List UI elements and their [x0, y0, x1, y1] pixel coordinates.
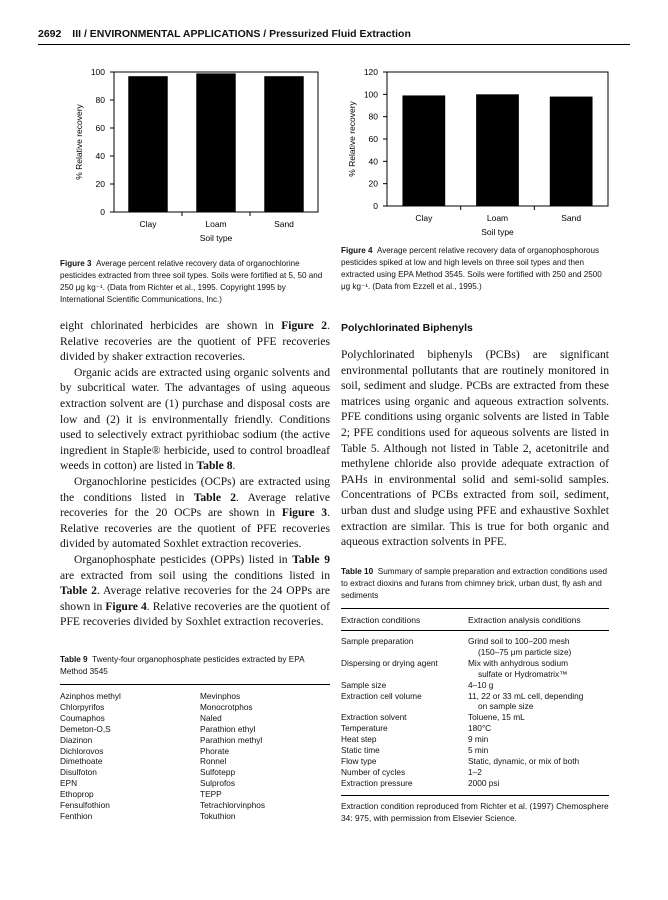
table-9-column-2 — [200, 691, 265, 822]
x-tick-label: Clay — [139, 219, 157, 229]
table-cell — [341, 701, 468, 712]
table-cell — [341, 647, 468, 658]
table-cell: (150–75 μm particle size) — [478, 646, 572, 657]
figure-3-caption — [60, 258, 330, 306]
table-row — [341, 778, 609, 789]
table-cell: Static, dynamic, or mix of both — [468, 755, 580, 766]
paragraph: Polychlorinated biphenyls (PCBs) are significant environmental pollutants that are routinely monitored in soil, sediment and sludge. PCBs are extracted from these matrices using organic and aqueous extraction solvents. PFE conditions using organic solvents are listed in Table 2; PFE conditions used for aqueous solvents are listed in Table 5. Although not listed in Table 2, acetonitrile and methylene chloride also provide adequate extraction of PAHs in environmental solid and semi-solid samples. Concentrations of PCBs extracted from soil, sediment, urban dust and sludge using PFE and exhaustive Soxhlet extraction are similar. This is true for both organic and aqueous extraction solvents in PFE. — [341, 348, 609, 549]
table-row — [341, 669, 609, 680]
table-cell: 4–10 g — [468, 679, 494, 690]
bar — [196, 73, 235, 212]
table-9-cell: Phorate — [200, 745, 230, 756]
table-cell — [341, 669, 468, 680]
table-cell: Dispersing or drying agent — [341, 657, 438, 668]
table-cell: Temperature — [341, 723, 388, 734]
table-9-cell: Sulfotepp — [200, 767, 236, 778]
y-tick-label: 80 — [95, 95, 105, 105]
table-9-cell: Disulfoton — [60, 767, 97, 778]
table-10-header: Extraction analysis conditions — [468, 615, 581, 625]
table-9-cell: Parathion ethyl — [200, 723, 256, 734]
left-column-text — [60, 318, 330, 630]
table-cell: 5 min — [468, 745, 489, 756]
y-tick-label: 120 — [363, 67, 378, 77]
table-9-cell: Fenthion — [60, 810, 93, 821]
table-9-cell: Naled — [200, 712, 222, 723]
y-tick-label: 40 — [368, 156, 378, 167]
table-row — [341, 658, 609, 669]
table-cell: Toluene, 15 mL — [468, 712, 525, 723]
table-9-cell: Ethoprop — [60, 789, 94, 800]
table-cell: Extraction pressure — [341, 777, 413, 788]
bar — [476, 94, 519, 206]
figure-4-caption — [341, 245, 611, 293]
y-tick-label: 40 — [95, 151, 105, 161]
table-10-body — [341, 631, 609, 789]
table-cell: Static time — [341, 745, 380, 756]
y-axis-label: % Relative recovery — [74, 104, 84, 180]
table-9-cell: Dichlorovos — [60, 745, 104, 756]
table-9-cell: Demeton-O,S — [60, 723, 111, 734]
bar — [264, 76, 303, 212]
x-tick-label: Loam — [205, 219, 227, 229]
y-tick-label: 0 — [100, 207, 105, 217]
table-9-cell: Diazinon — [60, 734, 93, 745]
table-row — [341, 701, 609, 712]
x-tick-label: Clay — [415, 213, 433, 223]
right-column-text — [341, 347, 609, 550]
table-9 — [60, 654, 330, 822]
x-tick-label: Loam — [486, 213, 509, 223]
table-9-cell: Tetrachlorvinphos — [200, 800, 266, 811]
table-cell: Number of cycles — [341, 766, 406, 777]
table-cell: Extraction solvent — [341, 712, 407, 723]
table-9-cell: Azinphos methyl — [60, 691, 121, 701]
table-cell: 11, 22 or 33 mL cell, depending — [468, 690, 584, 701]
table-cell: Sample size — [341, 679, 387, 690]
table-9-cell: Dimethoate — [60, 756, 103, 767]
paragraph: Organophosphate pesticides (OPPs) listed in Table 9 are extracted from soil using the conditions listed in Table 2. Average relative recoveries for the 24 OPPs are shown in Figure 4. Relative recoveries are the quotient of PFE recoveries divided by Soxhlet extraction recoveries. — [60, 552, 331, 629]
table-cell: Extraction cell volume — [341, 690, 422, 701]
table-9-cell: Sulprofos — [200, 778, 236, 789]
table-cell: sulfate or Hydromatrix™ — [478, 668, 568, 679]
table-row — [341, 745, 609, 756]
table-cell: on sample size — [478, 701, 534, 712]
y-tick-label: 100 — [363, 89, 378, 100]
section-title: III / ENVIRONMENTAL APPLICATIONS / Pressurized Fluid Extraction — [72, 28, 411, 40]
table-10 — [341, 566, 609, 824]
table-9-cell: Parathion methyl — [200, 734, 263, 745]
table-row — [341, 680, 609, 691]
figure-4-label: Figure 4 — [341, 246, 373, 255]
table-9-cell: Ronnel — [200, 756, 227, 767]
table-row — [341, 756, 609, 767]
y-tick-label: 60 — [368, 134, 378, 144]
x-tick-label: Sand — [561, 213, 582, 223]
table-row — [341, 636, 609, 647]
y-tick-label: 80 — [368, 111, 378, 122]
table-row — [341, 734, 609, 745]
y-tick-label: 20 — [368, 178, 378, 189]
section-heading: Polychlorinated Biphenyls — [341, 322, 473, 334]
table-cell: Sample preparation — [341, 636, 414, 646]
table-cell: 2000 psi — [468, 777, 500, 788]
table-cell: Grind soil to 100–200 mesh — [468, 636, 570, 646]
running-header — [38, 28, 630, 40]
paragraph: eight chlorinated herbicides are shown in Figure 2. Relative recoveries are the quotient of PFE recoveries divided by shaker extraction recoveries. — [60, 319, 330, 364]
table-10-footnote: Extraction condition reproduced from Richter et al. (1997) Chemosphere 34: 975, with permission from Elsevier Science. — [341, 800, 609, 823]
x-tick-label: Sand — [274, 219, 294, 229]
figure-4-chart — [330, 60, 630, 250]
x-axis-label: Soil type — [481, 227, 514, 237]
y-tick-label: 100 — [90, 67, 105, 77]
figure-4-text: Average percent relative recovery data of organophosphorous pesticides spiked at low and high levels on three soil types and then extracted using EPA Method 3545. Soils were fortified with 250 and 2500 μg kg⁻¹. (Data from Ezzell et al., 1995.) — [341, 246, 602, 291]
table-cell: Heat step — [341, 734, 377, 745]
y-tick-label: 60 — [95, 123, 105, 133]
bar — [550, 97, 593, 206]
table-9-cell: Chlorpyrifos — [60, 701, 105, 712]
x-axis-label: Soil type — [199, 233, 233, 243]
bar — [402, 95, 445, 206]
table-row — [341, 647, 609, 658]
header-rule — [38, 44, 630, 45]
table-9-cell: Coumaphos — [60, 712, 105, 723]
figure-3-chart — [30, 60, 330, 250]
table-9-cell: Monocrotphos — [200, 701, 253, 712]
table-9-cell: EPN — [60, 778, 78, 789]
table-9-cell: TEPP — [200, 789, 222, 800]
table-9-cell: Fensulfothion — [60, 800, 110, 811]
table-row — [341, 691, 609, 702]
paragraph: Organochlorine pesticides (OCPs) are extracted using the conditions listed in Table 2. Average relative recoveries for the 20 OCPs are shown in Figure 3. Relative recoveries are the quotient of PFE recoveries divided by automated Soxhlet extraction recoveries. — [60, 474, 331, 551]
table-row — [341, 767, 609, 778]
page-number: 2692 — [38, 28, 62, 40]
table-cell: 9 min — [468, 734, 489, 745]
table-9-column-1 — [60, 691, 200, 822]
table-10-header: Extraction conditions — [341, 615, 421, 625]
table-9-cell: Tokuthion — [200, 810, 236, 821]
table-cell: 1–2 — [468, 766, 482, 777]
table-cell: 180°C — [468, 723, 492, 734]
table-9-cell: Mevinphos — [200, 691, 241, 701]
figure-3-text: Average percent relative recovery data of organochlorine pesticides extracted from three soil types. Soils were fortified at 5, 50 and 250 μg kg⁻¹. (Data from Richter et al., 1995. Copyright 1995 by International Scientific Communications, Inc.) — [60, 259, 323, 304]
y-axis-label: % Relative recovery — [347, 101, 357, 177]
table-cell: Flow type — [341, 755, 377, 766]
y-tick-label: 20 — [95, 179, 105, 189]
y-tick-label: 0 — [373, 201, 378, 211]
table-9-caption: Table 9 Twenty-four organophosphate pesticides extracted by EPA Method 3545 — [60, 655, 305, 676]
paragraph: Organic acids are extracted using organic solvents and by subcritical water. The advantages of using aqueous extraction solvent are (1) purchase and disposal costs are low and (2) it is environmentally friendly. Conditions used to selectively extract pyrithiobac sodium (the active ingredient in Staple® herbicide, used to control broadleaf weeds in cotton) are listed in Table 8. — [60, 365, 330, 473]
table-row — [341, 723, 609, 734]
figure-3-label: Figure 3 — [60, 259, 92, 268]
table-cell: Mix with anhydrous sodium — [468, 657, 569, 668]
table-row — [341, 712, 609, 723]
table-10-caption: Table 10 Summary of sample preparation and extraction conditions used to extract dioxins and furans from chimney brick, urban dust, fly ash and sediments — [341, 567, 608, 600]
bar — [128, 76, 167, 212]
